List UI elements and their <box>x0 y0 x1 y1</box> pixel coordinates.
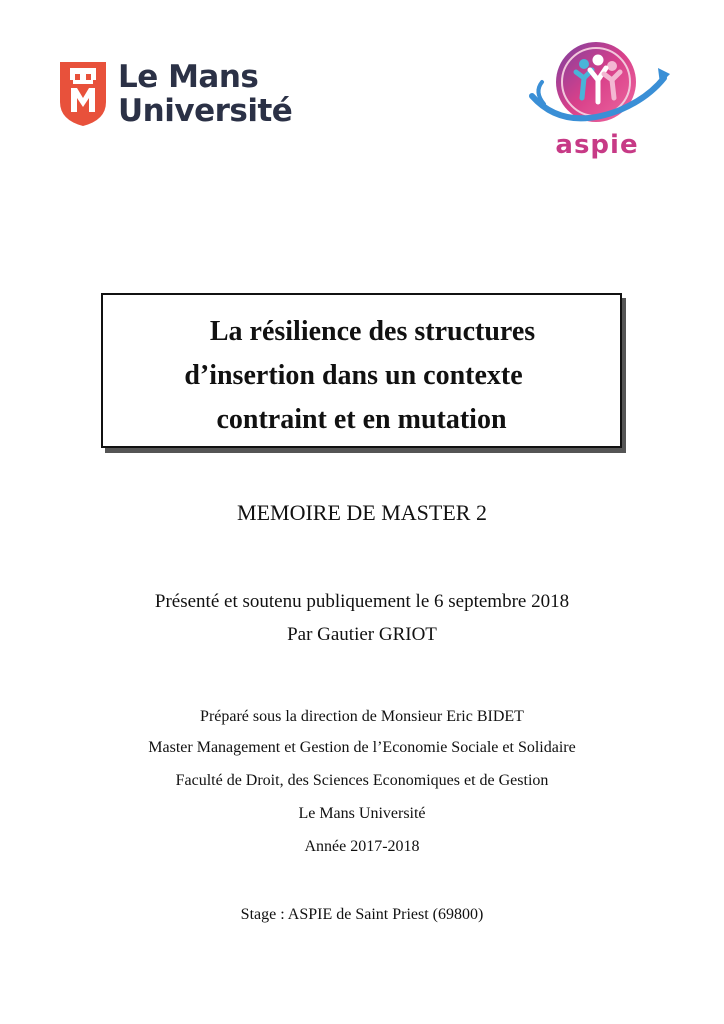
aspie-emblem-icon <box>524 34 674 134</box>
academic-year: Année 2017-2018 <box>304 838 420 855</box>
aspie-logo <box>524 34 674 164</box>
supervisor: Préparé sous la direction de Monsieur Eric BIDET <box>200 708 524 725</box>
wordmark-line-2: Université <box>118 93 293 129</box>
title-line-2: d’insertion dans un contexte <box>184 360 523 391</box>
presentation-date: Présenté et soutenu publiquement le 6 septembre 2018 <box>154 591 570 612</box>
title-line-1: La résilience des structures <box>209 316 536 347</box>
master-program: Master Management et Gestion de l’Economie Sociale et Solidaire <box>148 739 576 756</box>
shield-icon <box>60 62 106 126</box>
university-wordmark <box>118 60 292 128</box>
faculty: Faculté de Droit, des Sciences Economiques et de Gestion <box>175 772 549 789</box>
author: Par Gautier GRIOT <box>287 624 437 645</box>
le-mans-universite-logo <box>44 48 320 144</box>
title-line-3: contraint et en mutation <box>216 404 507 435</box>
university-name: Le Mans Université <box>298 805 426 822</box>
document-type: MEMOIRE DE MASTER 2 <box>237 500 487 525</box>
wordmark-line-1: Le Mans <box>118 59 259 95</box>
aspie-wordmark: aspie <box>555 130 639 160</box>
internship: Stage : ASPIE de Saint Priest (69800) <box>240 906 484 923</box>
title-box <box>101 293 622 448</box>
